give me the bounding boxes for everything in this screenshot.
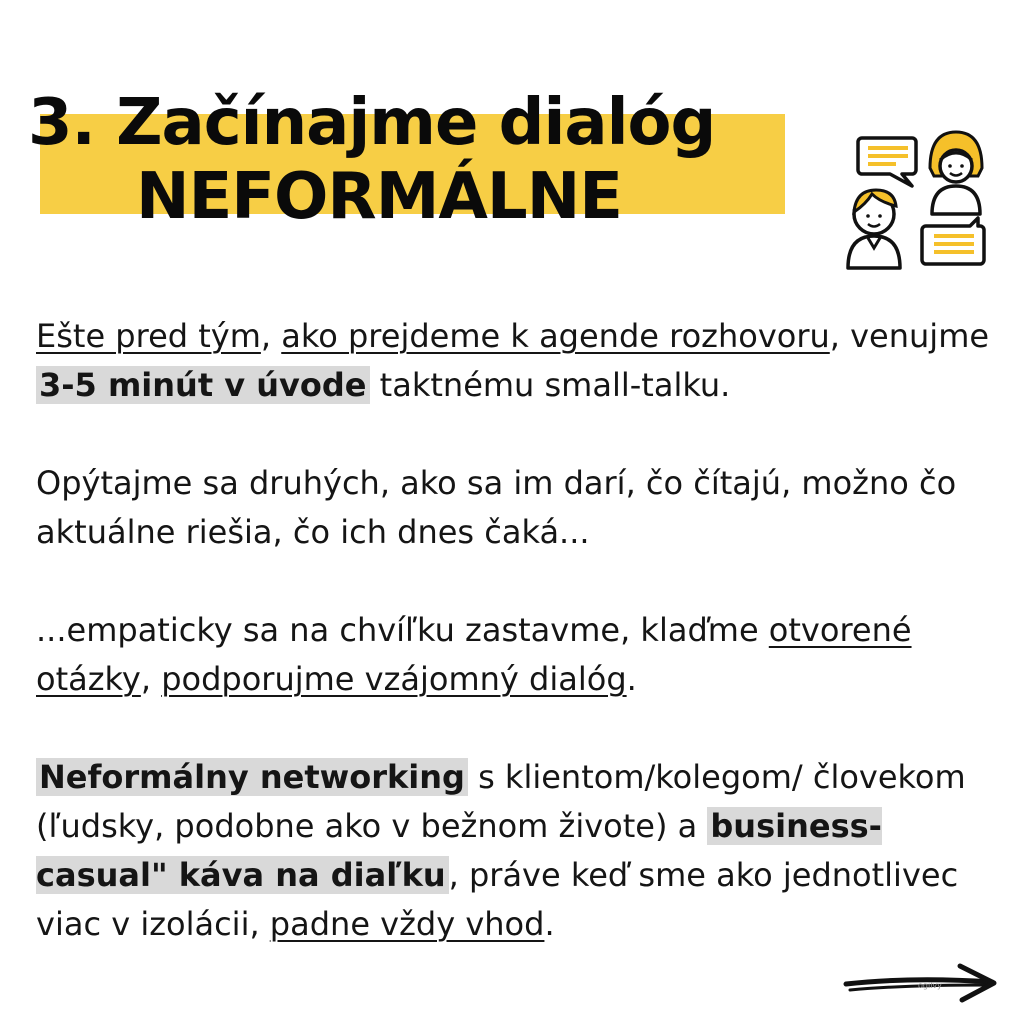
highlighted-phrase: business-casual" káva na diaľku [36, 807, 882, 894]
text-run: , venujme [829, 317, 990, 355]
text-run: , [260, 317, 282, 355]
page-title [28, 86, 828, 234]
arrow-right-icon[interactable] [842, 958, 1002, 1008]
text-run: . [626, 660, 637, 698]
man-avatar-icon [848, 190, 900, 268]
conversation-people-icon [840, 128, 990, 273]
paragraph-questions [36, 459, 1006, 557]
highlighted-phrase: 3-5 minút v úvode [36, 366, 370, 404]
speech-bubble-icon [858, 138, 916, 186]
underlined-phrase: podporujme vzájomný dialóg [161, 660, 627, 698]
underlined-phrase: otvorené otázky [36, 611, 912, 698]
woman-avatar-icon [930, 132, 982, 214]
highlighted-phrase: Neformálny networking [36, 758, 468, 796]
speech-bubble-icon [922, 218, 984, 264]
text-run: s klientom/kolegom/ človekom (ľudsky, podobne ako v bežnom živote) a [36, 758, 966, 845]
body-text [36, 312, 1006, 949]
underlined-phrase: padne vždy vhod [269, 905, 545, 943]
text-run: ...empaticky sa na chvíľku zastavme, klaďme [36, 611, 769, 649]
title-line-1: 3. Začínajme dialóg [28, 86, 716, 160]
credit-text: ogilvy [918, 981, 942, 990]
paragraph-empathy [36, 606, 1006, 704]
title-line-2: NEFORMÁLNE [136, 160, 622, 234]
paragraph-intro [36, 312, 1006, 410]
underlined-phrase: Ešte pred tým [36, 317, 261, 355]
text-run: taktnému small-talku. [369, 366, 731, 404]
underlined-phrase: ako prejdeme k agende rozhovoru [281, 317, 830, 355]
text-run: , [140, 660, 162, 698]
text-run: , práve keď sme ako jednotlivec viac v izolácii, [36, 856, 959, 943]
text-run: . [544, 905, 555, 943]
text-run: Opýtajme sa druhých, ako sa im darí, čo čítajú, možno čo aktuálne riešia, čo ich dnes čaká... [36, 464, 957, 551]
paragraph-networking [36, 753, 1006, 949]
